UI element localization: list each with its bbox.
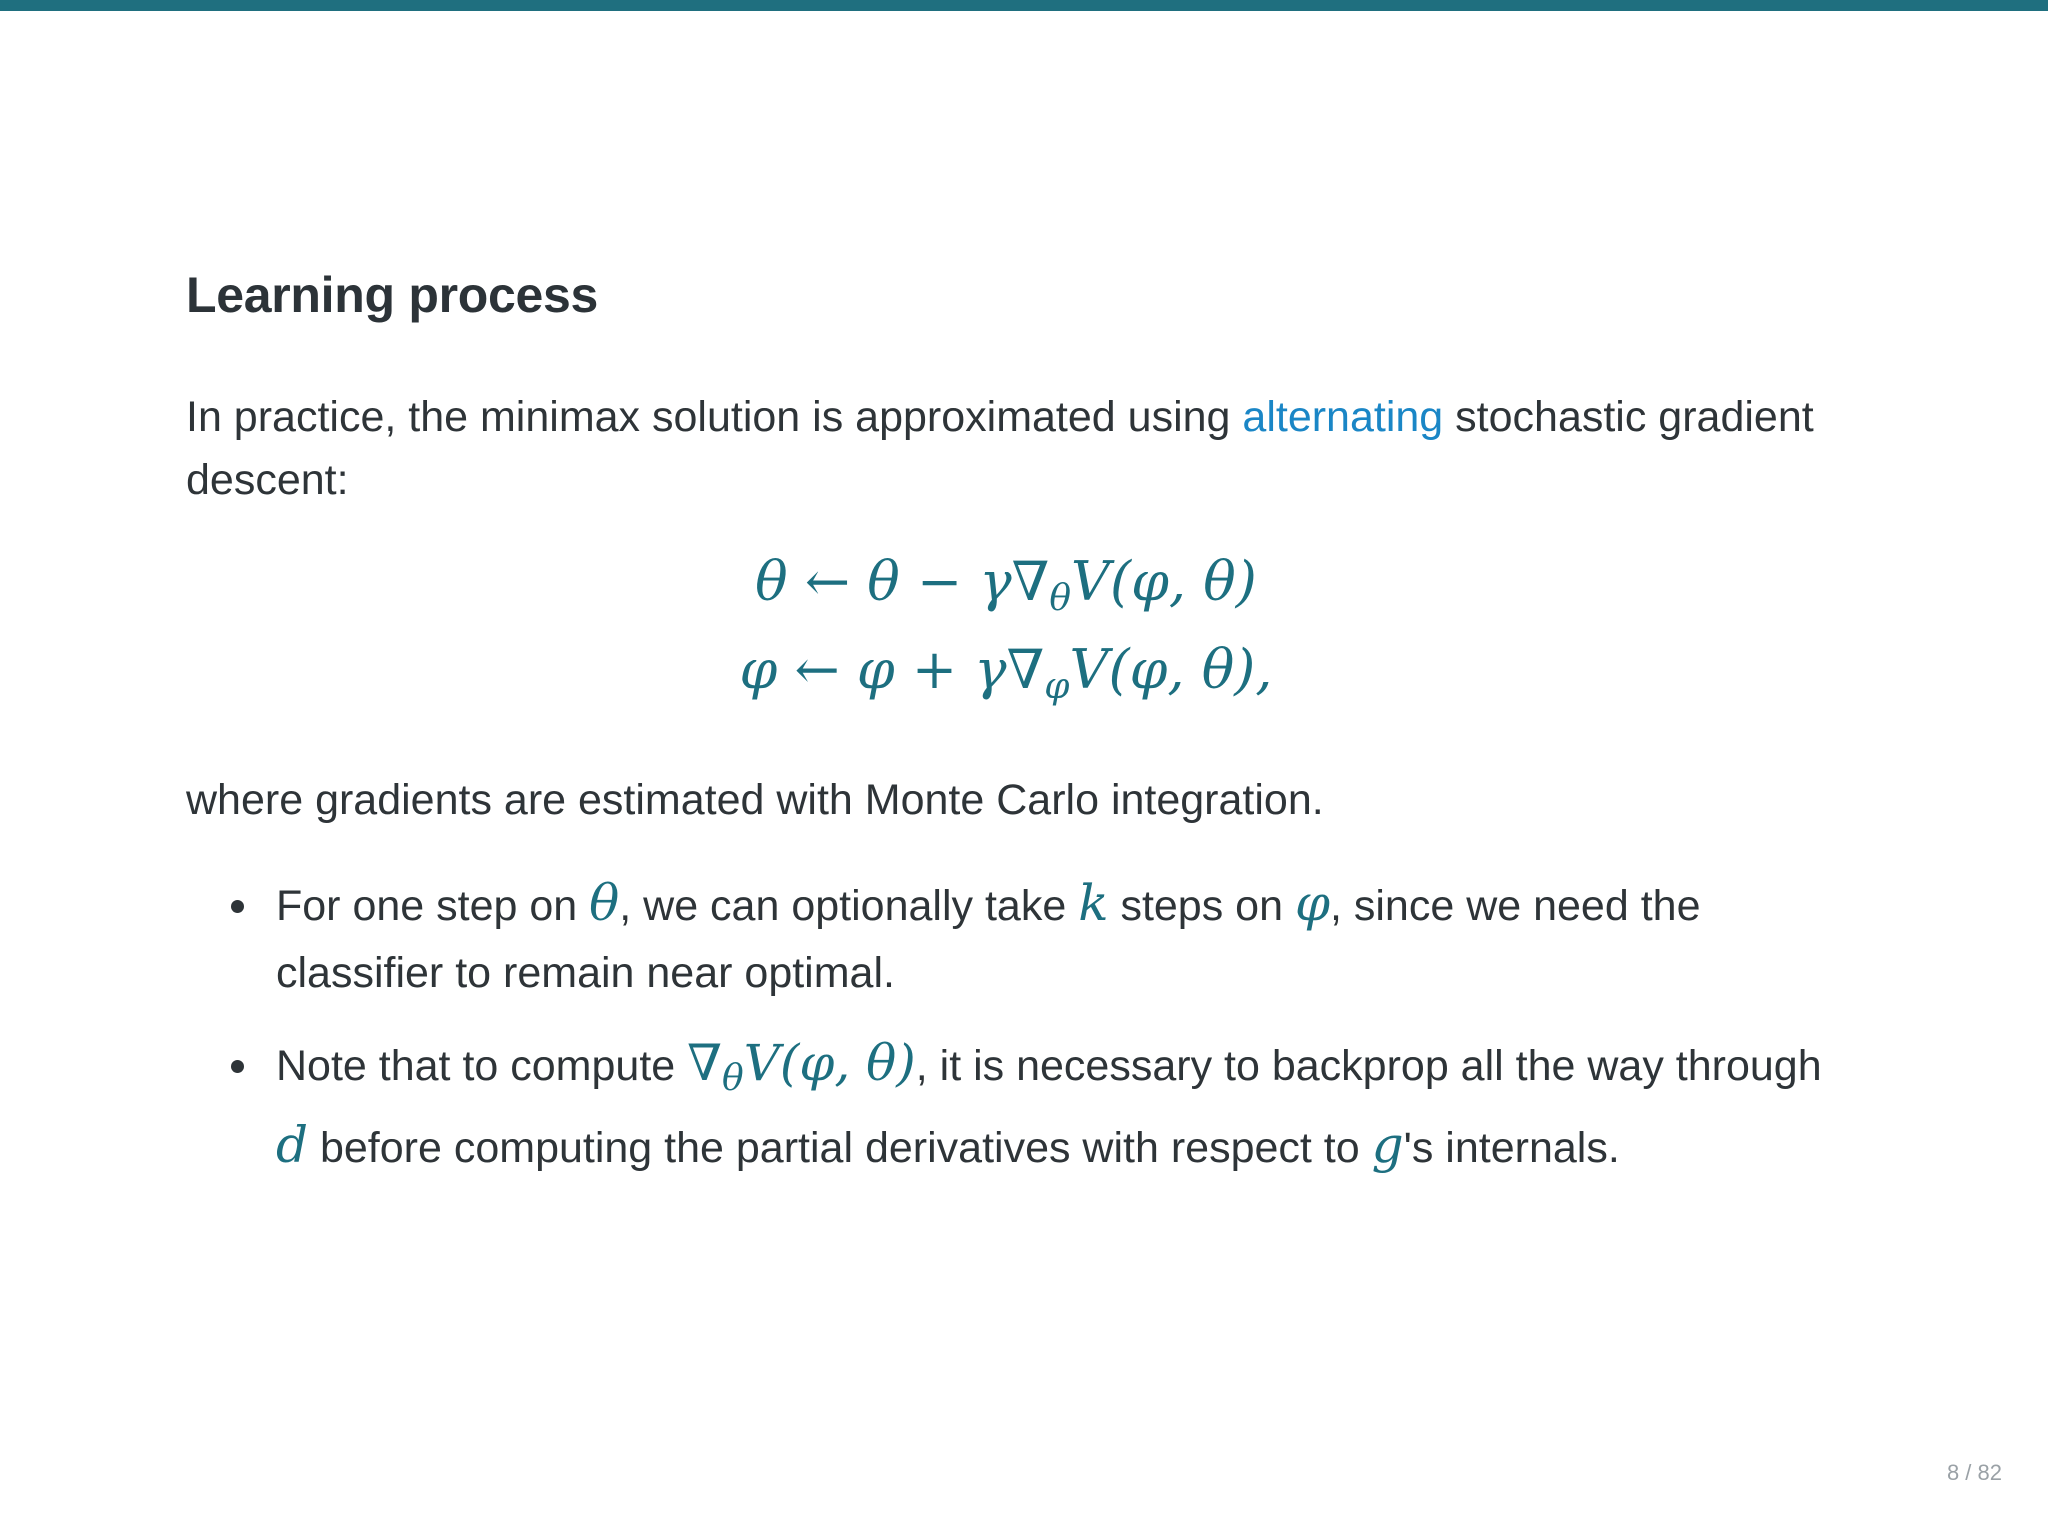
bullet1-math-k: k bbox=[1078, 874, 1109, 932]
eq1-rest: V(φ, θ) bbox=[1071, 550, 1257, 613]
bullet2-math-d: d bbox=[276, 1116, 309, 1174]
page-number: 8 / 82 bbox=[1946, 1460, 2002, 1485]
bullet2-text-4: 's internals. bbox=[1403, 1124, 1620, 1172]
eq1-lhs: θ bbox=[755, 550, 788, 613]
bullet2-math-rest: V(φ, θ) bbox=[743, 1034, 916, 1092]
intro-highlight-alternating: alternating bbox=[1242, 393, 1444, 441]
bullet2-text-1: Note that to compute bbox=[276, 1042, 688, 1090]
bullet-dot-icon bbox=[231, 900, 244, 913]
bullet1-math-theta: θ bbox=[589, 874, 620, 932]
bullet-item bbox=[186, 870, 1826, 1007]
bullet1-math-phi: φ bbox=[1294, 874, 1330, 932]
intro-text-before: In practice, the minimax solution is approximated using bbox=[186, 393, 1243, 441]
eq2-subscript: φ bbox=[1044, 666, 1070, 707]
eq2-lhs: φ bbox=[739, 638, 778, 701]
slide-title: Learning process bbox=[186, 267, 598, 323]
bullet-item bbox=[186, 1030, 1826, 1182]
bullet1-text-4: , since we need the classifier to remain near optimal. bbox=[276, 882, 1701, 997]
bullet1-text-2: , we can optionally take bbox=[619, 882, 1079, 930]
bullet2-math-gradient bbox=[687, 1034, 916, 1099]
bullet2-math-subscript: θ bbox=[722, 1058, 744, 1099]
eq2-rest: V(φ, θ), bbox=[1069, 638, 1273, 701]
bullet-dot-icon bbox=[231, 1060, 244, 1073]
bullet-list bbox=[186, 870, 1826, 1205]
eq1-subscript: θ bbox=[1049, 578, 1072, 619]
intro-paragraph bbox=[186, 386, 1826, 512]
bullet1-text-3: steps on bbox=[1108, 882, 1295, 930]
bullet2-text-2: , it is necessary to backprop all the way through bbox=[915, 1042, 1822, 1090]
bullet2-math-nabla: ∇ bbox=[687, 1034, 723, 1092]
eq1-op: ← θ − γ∇ bbox=[787, 550, 1050, 613]
equation-phi-update bbox=[186, 640, 1826, 717]
monte-carlo-sentence: where gradients are estimated with Monte Carlo integration. bbox=[186, 776, 1324, 824]
bullet2-math-g: g bbox=[1371, 1116, 1404, 1174]
bullet1-text-1: For one step on bbox=[276, 882, 590, 930]
bullet2-text-3: before computing the partial derivatives with respect to bbox=[308, 1124, 1372, 1172]
top-accent-bar bbox=[0, 0, 2048, 11]
equation-theta-update bbox=[186, 552, 1826, 629]
intro-text-after: stochastic gradient descent: bbox=[186, 393, 1814, 504]
eq2-op: ← φ + γ∇ bbox=[777, 638, 1045, 701]
